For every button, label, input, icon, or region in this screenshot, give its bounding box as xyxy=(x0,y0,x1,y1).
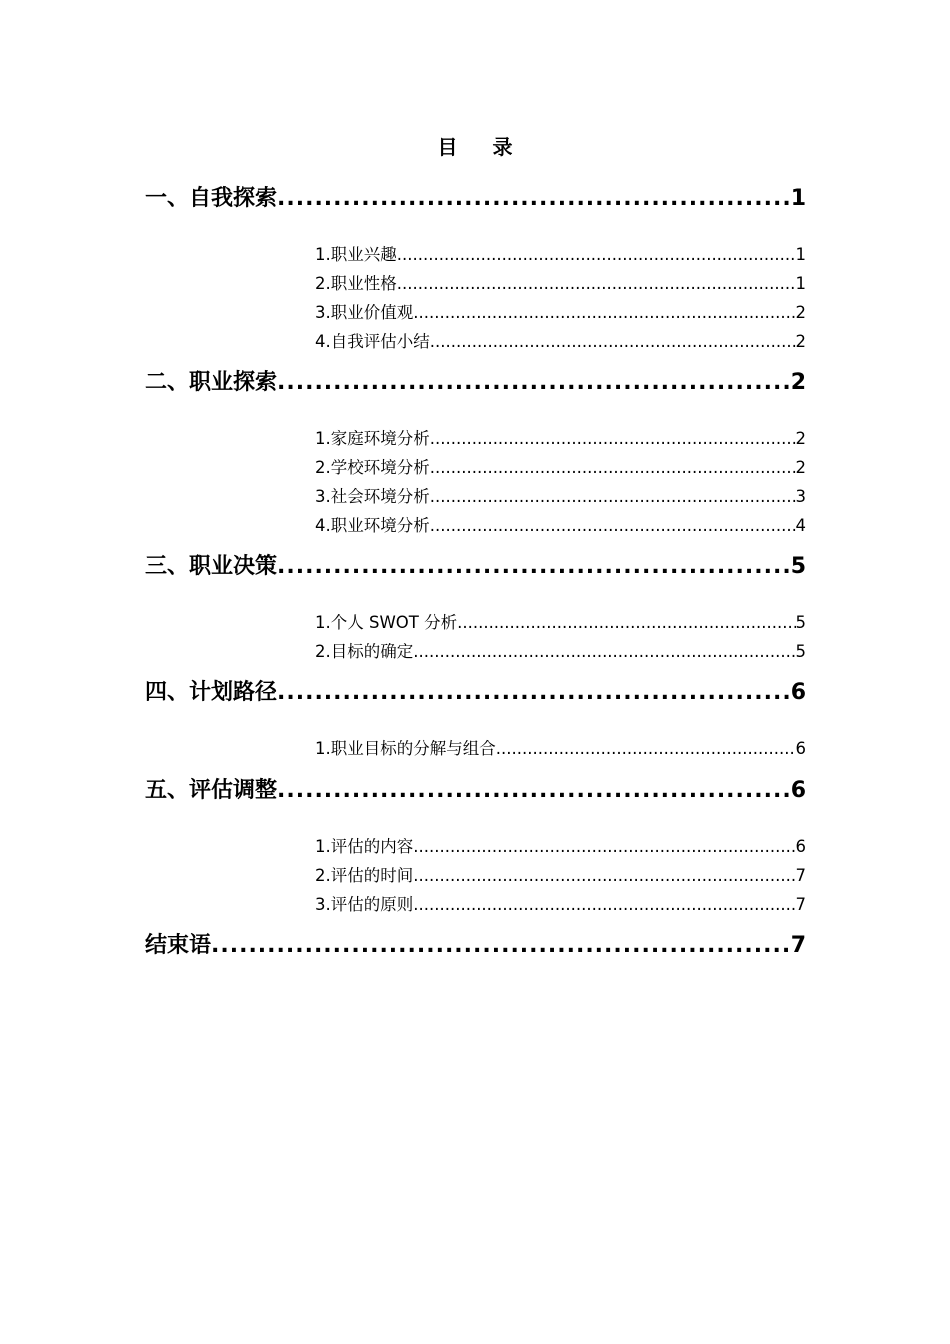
toc-page-number: 7 xyxy=(795,866,806,885)
toc-section-label: 2.职业性格 xyxy=(315,274,397,293)
toc-section-label: 4.自我评估小结 xyxy=(315,332,430,351)
toc-leader-dots xyxy=(430,427,796,451)
toc-page-number: 2 xyxy=(795,429,806,448)
page-title: 目 录 xyxy=(437,135,527,159)
toc-page-number: 2 xyxy=(795,458,806,477)
toc-chapter-label: 二、职业探索 xyxy=(145,370,278,395)
toc-leader-dots xyxy=(413,893,795,917)
toc-section-label: 2.学校环境分析 xyxy=(315,458,430,477)
toc-page-number: 6 xyxy=(795,739,806,758)
toc-section-5-2[interactable] xyxy=(315,864,806,888)
toc-section-label: 1.个人 SWOT 分析 xyxy=(315,613,458,632)
toc-page-number: 1 xyxy=(795,274,806,293)
toc-section-label: 1.评估的内容 xyxy=(315,837,414,856)
toc-page-number: 3 xyxy=(795,487,806,506)
toc-chapter-4[interactable] xyxy=(145,678,806,708)
toc-page-number: 4 xyxy=(795,516,806,535)
toc-section-label: 1.职业兴趣 xyxy=(315,245,397,264)
toc-section-label: 2.目标的确定 xyxy=(315,642,414,661)
toc-chapter-label: 一、自我探索 xyxy=(145,186,278,211)
toc-leader-dots xyxy=(413,640,795,664)
toc-chapter-conclusion[interactable] xyxy=(145,931,806,961)
toc-chapter-label: 三、职业决策 xyxy=(145,554,278,579)
toc-page-number: 2 xyxy=(790,370,806,395)
toc-page-number: 5 xyxy=(790,554,806,579)
toc-section-2-4[interactable] xyxy=(315,514,806,538)
toc-page-number: 5 xyxy=(795,642,806,661)
toc-chapter-label: 五、评估调整 xyxy=(145,778,278,803)
toc-section-5-1[interactable] xyxy=(315,835,806,859)
toc-section-1-2[interactable] xyxy=(315,272,806,296)
toc-leader-dots xyxy=(430,514,796,538)
toc-leader-dots xyxy=(496,737,796,761)
toc-section-label: 3.职业价值观 xyxy=(315,303,414,322)
toc-chapter-label: 四、计划路径 xyxy=(145,680,278,705)
toc-leader-dots xyxy=(430,456,796,480)
toc-leader-dots xyxy=(430,330,796,354)
toc-section-1-4[interactable] xyxy=(315,330,806,354)
toc-page-number: 2 xyxy=(795,332,806,351)
toc-section-label: 3.评估的原则 xyxy=(315,895,414,914)
toc-leader-dots xyxy=(457,611,795,635)
toc-section-label: 1.职业目标的分解与组合 xyxy=(315,739,496,758)
toc-section-label: 2.评估的时间 xyxy=(315,866,414,885)
toc-chapter-2[interactable] xyxy=(145,368,806,398)
toc-page-number: 6 xyxy=(795,837,806,856)
toc-section-1-1[interactable] xyxy=(315,243,806,267)
toc-section-3-1[interactable] xyxy=(315,611,806,635)
toc-section-2-1[interactable] xyxy=(315,427,806,451)
toc-leader-dots xyxy=(277,368,791,398)
toc-page-number: 2 xyxy=(795,303,806,322)
toc-chapter-label: 结束语 xyxy=(145,933,212,958)
toc-section-label: 3.社会环境分析 xyxy=(315,487,430,506)
toc-chapter-5[interactable] xyxy=(145,776,806,806)
toc-leader-dots xyxy=(277,776,791,806)
toc-section-2-2[interactable] xyxy=(315,456,806,480)
toc-leader-dots xyxy=(211,931,791,961)
toc-leader-dots xyxy=(413,835,795,859)
toc-chapter-1[interactable] xyxy=(145,184,806,214)
toc-leader-dots xyxy=(277,184,791,214)
toc-page-number: 5 xyxy=(795,613,806,632)
toc-leader-dots xyxy=(277,678,791,708)
toc-page-number: 6 xyxy=(790,680,806,705)
toc-page-number: 7 xyxy=(790,933,806,958)
toc-section-5-3[interactable] xyxy=(315,893,806,917)
toc-page-number: 1 xyxy=(795,245,806,264)
toc-section-3-2[interactable] xyxy=(315,640,806,664)
toc-leader-dots xyxy=(277,552,791,582)
toc-page-number: 1 xyxy=(790,186,806,211)
toc-section-4-1[interactable] xyxy=(315,737,806,761)
toc-leader-dots xyxy=(397,243,796,267)
toc-leader-dots xyxy=(430,485,796,509)
toc-leader-dots xyxy=(413,301,795,325)
toc-section-2-3[interactable] xyxy=(315,485,806,509)
toc-page-number: 6 xyxy=(790,778,806,803)
toc-chapter-3[interactable] xyxy=(145,552,806,582)
toc-page-number: 7 xyxy=(795,895,806,914)
toc-section-1-3[interactable] xyxy=(315,301,806,325)
toc-section-label: 1.家庭环境分析 xyxy=(315,429,430,448)
toc-section-label: 4.职业环境分析 xyxy=(315,516,430,535)
toc-leader-dots xyxy=(397,272,796,296)
toc-leader-dots xyxy=(413,864,795,888)
